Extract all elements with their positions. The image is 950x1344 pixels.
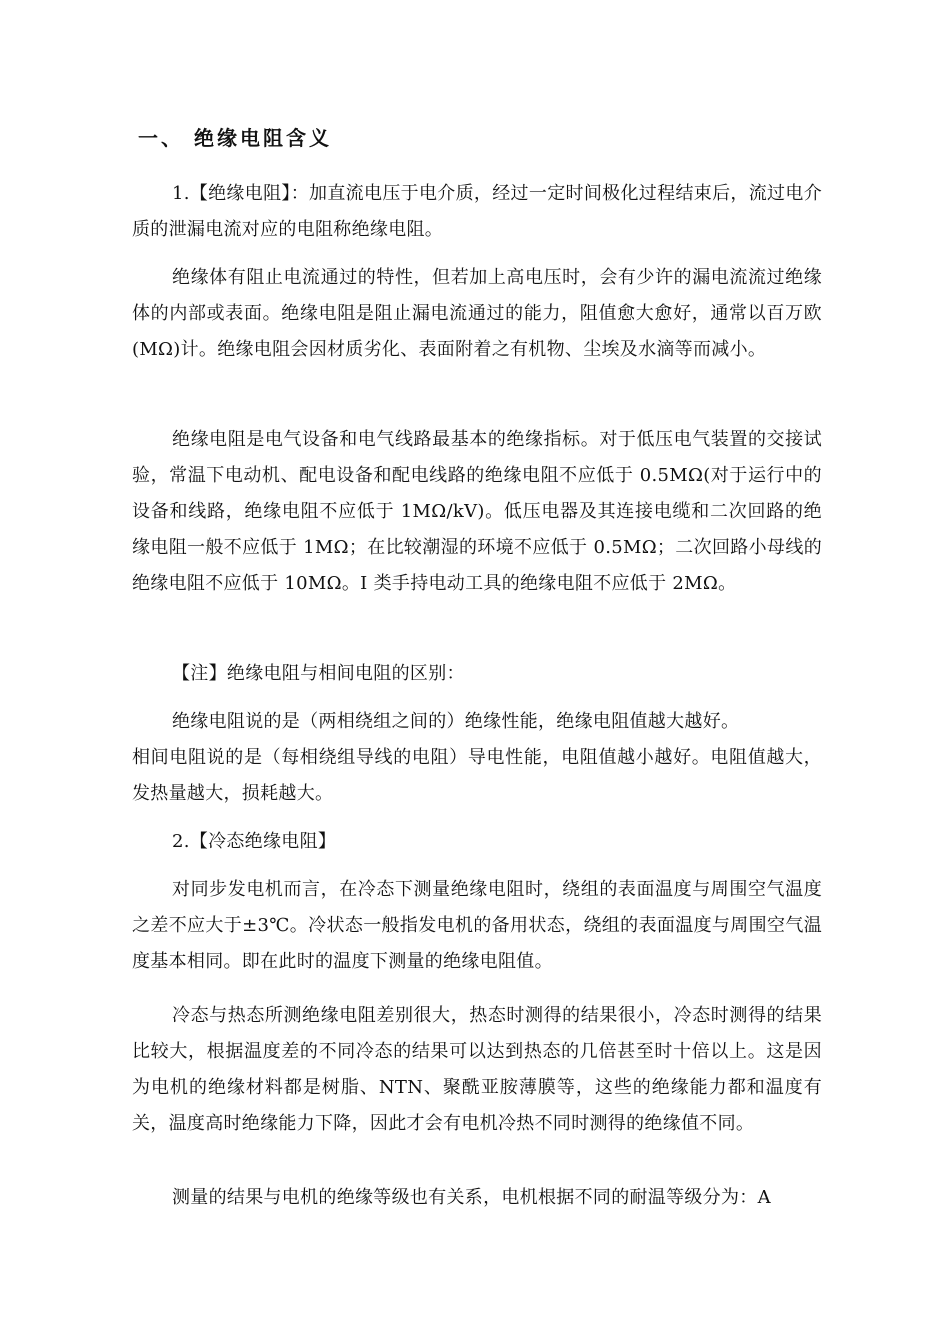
paragraph-cold-state-measurement: 对同步发电机而言，在冷态下测量绝缘电阻时，绕组的表面温度与周围空气温度之差不应大于±3℃。冷状态一般指发电机的备用状态，绕组的表面温度与周围空气温度基本相同。即在此时的温度下测量的绝缘电阻值。 xyxy=(132,879,822,972)
paragraph-cold-hot-difference: 冷态与热态所测绝缘电阻差别很大，热态时测得的结果很小，冷态时测得的结果比较大，根据温度差的不同冷态的结果可以达到热态的几倍甚至时十倍以上。这是因为电机的绝缘材料都是树脂、NTN、聚酰亚胺薄膜等，这些的绝缘能力都和温度有关，温度高时绝缘能力下降，因此才会有电机冷热不同时测得的绝缘值不同。 xyxy=(132,1005,822,1134)
note-line-phase-resistance: 相间电阻说的是（每相绕组导线的电阻）导电性能，电阻值越小越好。电阻值越大，发热量越大，损耗越大。 xyxy=(132,747,822,804)
paragraph-insulation-resistance-definition: 1.【绝缘电阻】：加直流电压于电介质，经过一定时间极化过程结束后，流过电介质的泄漏电流对应的电阻称绝缘电阻。 xyxy=(132,183,822,240)
paragraph-note-title: 【注】绝缘电阻与相间电阻的区别： xyxy=(172,663,465,684)
paragraph-insulation-standards: 绝缘电阻是电气设备和电气线路最基本的绝缘指标。对于低压电气装置的交接试验，常温下电动机、配电设备和配电线路的绝缘电阻不应低于 0.5MΩ(对于运行中的设备和线路，绝缘电阻不应低于 1MΩ/kV)。低压电器及其连接电缆和二次回路的绝缘电阻一般不应低于 1MΩ；在比较潮湿的环境不应低于 0.5MΩ；二次回路小母线的绝缘电阻不应低于 10MΩ。I 类手持电动工具的绝缘电阻不应低于 2MΩ。 xyxy=(132,429,822,594)
note-line-insulation: 绝缘电阻说的是（两相绕组之间的）绝缘性能，绝缘电阻值越大越好。 xyxy=(172,711,740,732)
paragraph-insulator-properties: 绝缘体有阻止电流通过的特性，但若加上高电压时，会有少许的漏电流流过绝缘体的内部或表面。绝缘电阻是阻止漏电流通过的能力，阻值愈大愈好，通常以百万欧(MΩ)计。绝缘电阻会因材质劣化、表面附着之有机物、尘埃及水滴等而减小。 xyxy=(132,267,822,360)
paragraph-insulation-class: 测量的结果与电机的绝缘等级也有关系，电机根据不同的耐温等级分为：A xyxy=(172,1187,771,1208)
paragraph-note-body xyxy=(132,704,822,812)
paragraph-cold-state-title: 2.【冷态绝缘电阻】 xyxy=(172,831,337,852)
section-heading: 一、 绝缘电阻含义 xyxy=(138,126,332,150)
